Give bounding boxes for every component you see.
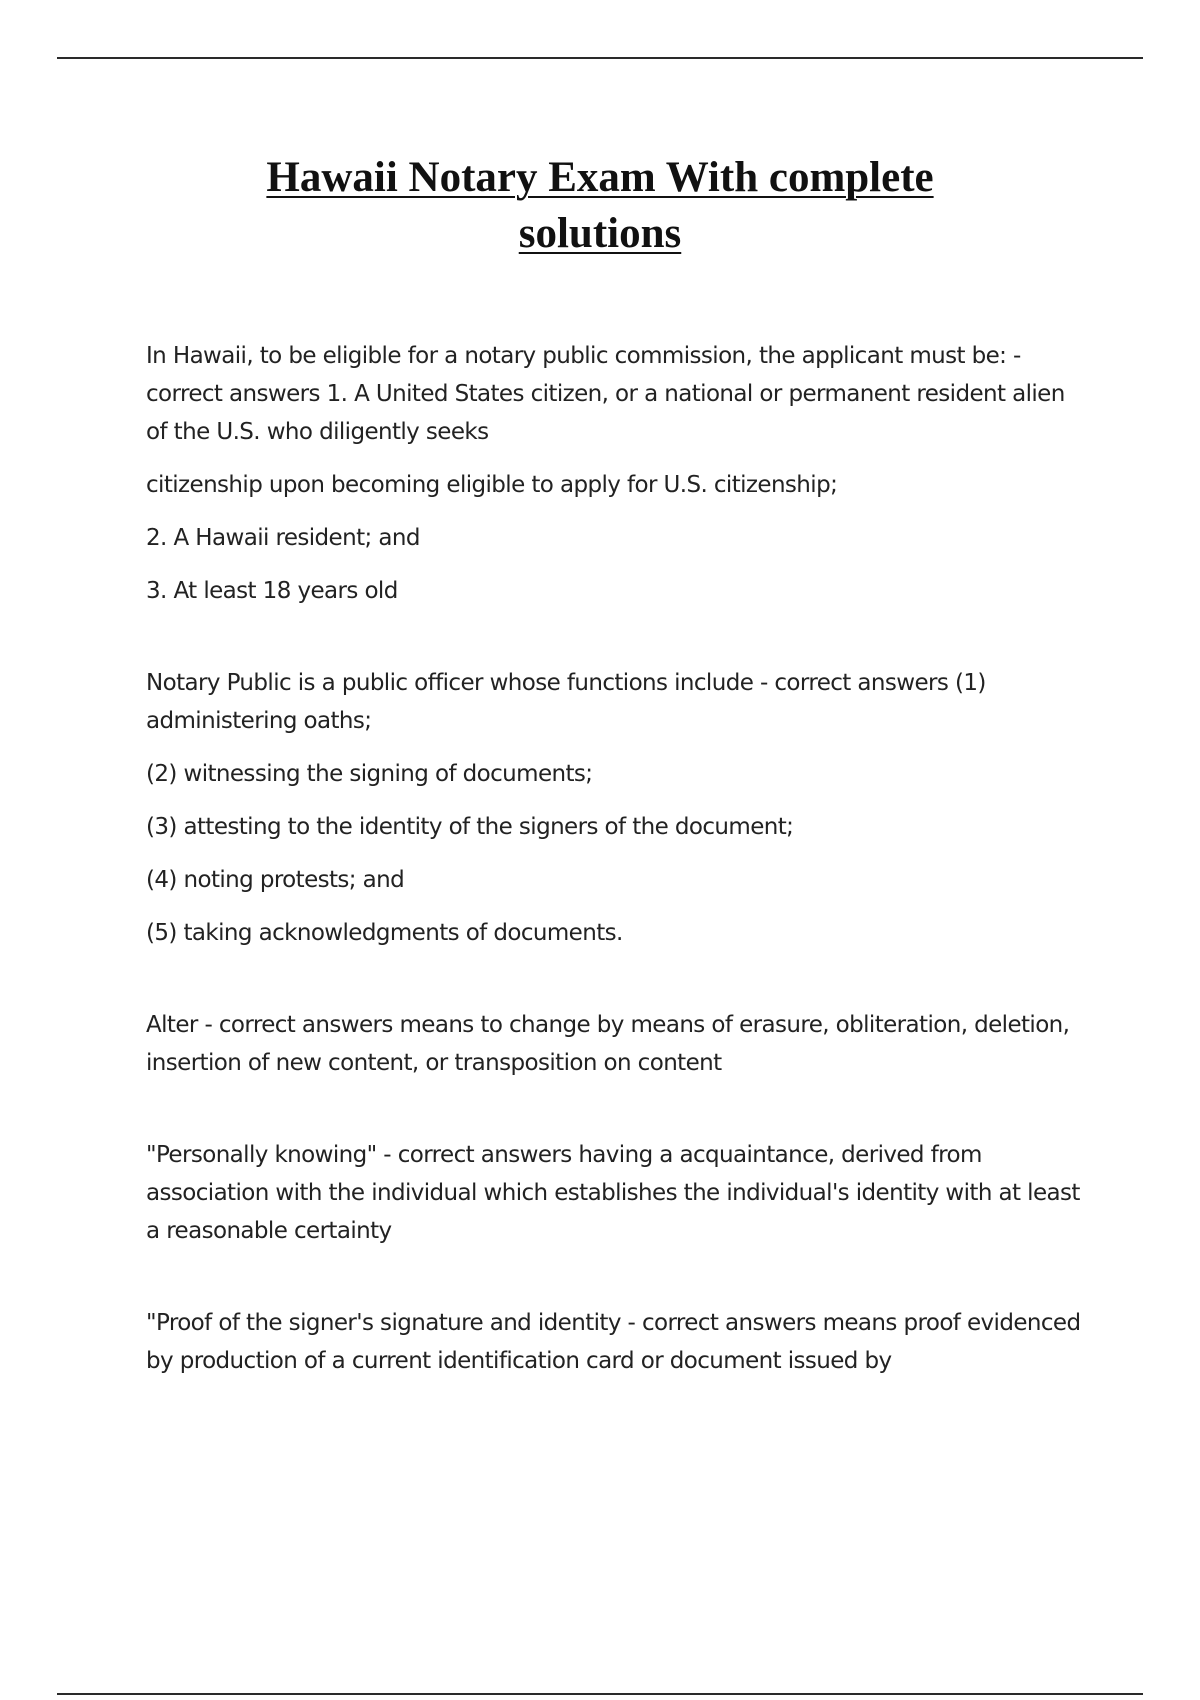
paragraph-eligibility: In Hawaii, to be eligible for a notary public commission, the applicant must be: - correct answers 1. A United States citizen, or a national or permanent resident alien of the U.S. who diligently seeks xyxy=(146,343,1065,445)
paragraph-function-4: (4) noting protests; and xyxy=(146,867,405,893)
title-line-1: Hawaii Notary Exam With complete xyxy=(266,154,934,201)
paragraph-resident: 2. A Hawaii resident; and xyxy=(146,525,420,551)
paragraph-age: 3. At least 18 years old xyxy=(146,578,398,604)
paragraph-personally-knowing: "Personally knowing" - correct answers having a acquaintance, derived from association with the individual which establishes the individual's identity with at least a reasonable certainty xyxy=(146,1142,1080,1244)
paragraph-function-2: (2) witnessing the signing of documents; xyxy=(146,761,593,787)
document-title xyxy=(0,150,1200,262)
paragraph-function-3: (3) attesting to the identity of the signers of the document; xyxy=(146,814,794,840)
footer-rule xyxy=(57,1693,1143,1695)
header-rule xyxy=(57,57,1143,59)
paragraph-citizenship: citizenship upon becoming eligible to apply for U.S. citizenship; xyxy=(146,472,838,498)
paragraph-notary-functions: Notary Public is a public officer whose functions include - correct answers (1) administering oaths; xyxy=(146,670,986,734)
title-line-2: solutions xyxy=(518,210,682,257)
paragraph-alter: Alter - correct answers means to change by means of erasure, obliteration, deletion, insertion of new content, or transposition on content xyxy=(146,1012,1070,1076)
paragraph-proof-of-signature: "Proof of the signer's signature and identity - correct answers means proof evidenced by production of a current identification card or document issued by xyxy=(146,1310,1081,1374)
paragraph-function-5: (5) taking acknowledgments of documents. xyxy=(146,920,623,946)
document-body xyxy=(146,337,1086,1395)
